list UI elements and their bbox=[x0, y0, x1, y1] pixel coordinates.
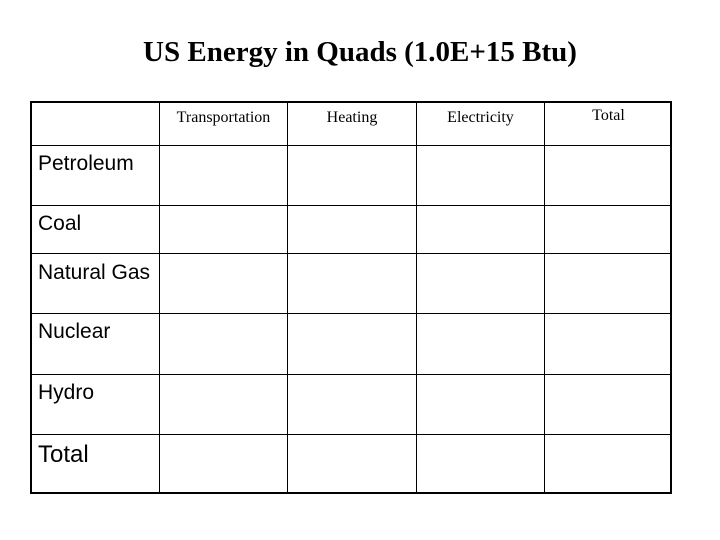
row-header-petroleum: Petroleum bbox=[38, 152, 134, 175]
row-header-nuclear: Nuclear bbox=[38, 320, 111, 343]
row-header-total: Total bbox=[38, 441, 89, 468]
column-header-total: Total bbox=[592, 107, 625, 124]
energy-table bbox=[30, 101, 672, 494]
row-divider bbox=[32, 145, 670, 146]
row-divider bbox=[32, 253, 670, 254]
row-divider bbox=[32, 434, 670, 435]
row-divider bbox=[32, 313, 670, 314]
slide-title: US Energy in Quads (1.0E+15 Btu) bbox=[143, 36, 577, 68]
row-divider bbox=[32, 374, 670, 375]
row-divider bbox=[32, 205, 670, 206]
column-header-electricity: Electricity bbox=[447, 109, 514, 126]
column-header-transportation: Transportation bbox=[176, 109, 271, 126]
row-header-hydro: Hydro bbox=[38, 381, 95, 404]
row-header-coal: Coal bbox=[38, 212, 82, 235]
row-header-natural-gas: Natural Gas bbox=[38, 261, 151, 284]
column-header-heating: Heating bbox=[326, 109, 378, 126]
